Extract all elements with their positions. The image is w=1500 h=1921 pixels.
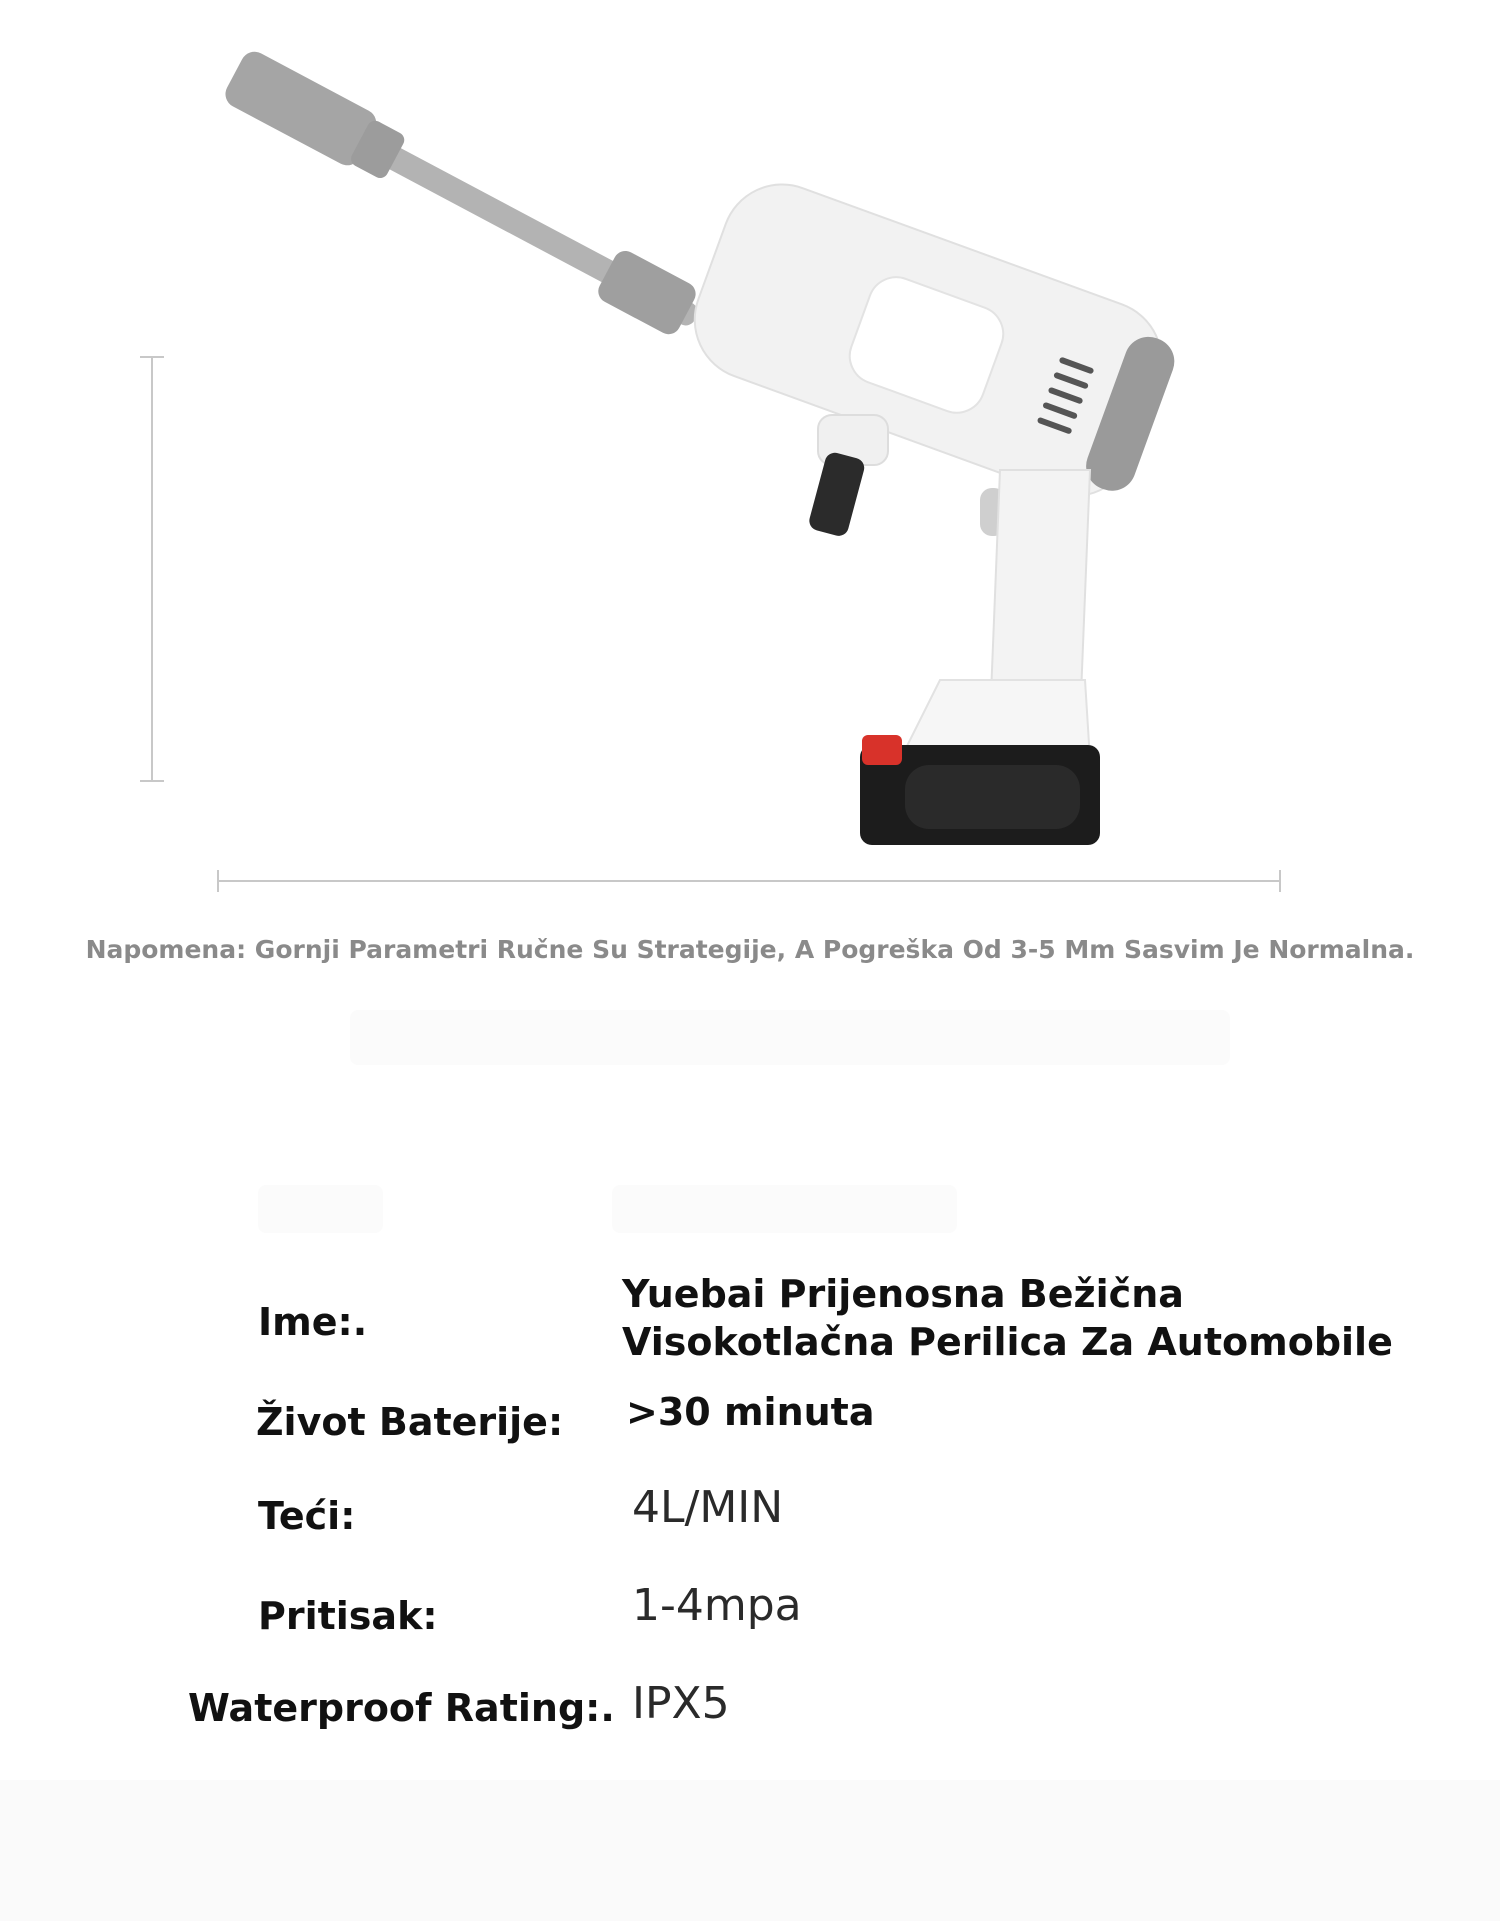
spec-value-name-line1: Yuebai Prijenosna Bežična bbox=[622, 1272, 1184, 1316]
spec-value-name-line2: Visokotlačna Perilica Za Automobile bbox=[622, 1320, 1393, 1364]
spec-value-battery-life: >30 minuta bbox=[626, 1390, 875, 1434]
bottom-panel bbox=[0, 1780, 1500, 1921]
spec-label-waterproof: Waterproof Rating:. bbox=[188, 1686, 615, 1730]
spec-value-flow: 4L/MIN bbox=[632, 1482, 784, 1533]
spec-value-pressure: 1-4mpa bbox=[632, 1580, 802, 1631]
spec-label-flow: Teći: bbox=[258, 1494, 356, 1538]
spec-label-battery-life: Život Baterije: bbox=[256, 1400, 564, 1444]
spec-value-waterproof: IPX5 bbox=[632, 1678, 730, 1729]
spec-label-pressure: Pritisak: bbox=[258, 1594, 438, 1638]
spec-label-name: Ime:. bbox=[258, 1300, 368, 1344]
disclaimer-note: Napomena: Gornji Parametri Ručne Su Strategije, A Pogreška Od 3-5 Mm Sasvim Je Normalna. bbox=[85, 935, 1415, 964]
